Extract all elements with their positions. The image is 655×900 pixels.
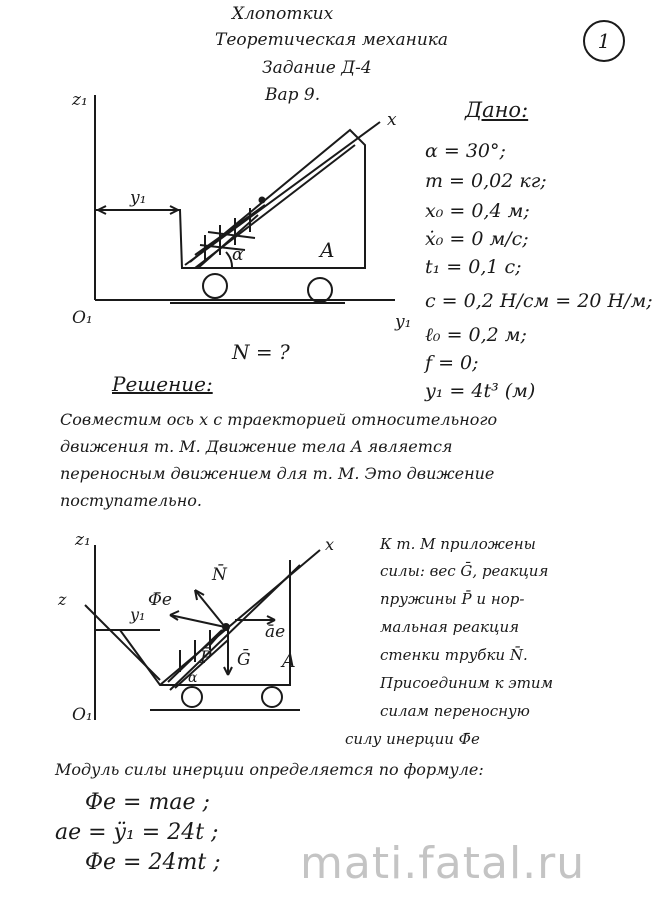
fig2-Phi-label: Φ̄e <box>148 590 172 610</box>
fig2-point-M <box>223 624 229 630</box>
given-line: x₀ = 0,4 м; <box>425 200 530 222</box>
side-line: К т. M приложены <box>380 535 536 553</box>
formula: Φe = mae ; <box>85 790 210 815</box>
fig1-z-label: z₁ <box>72 90 88 110</box>
given-line: α = 30°; <box>425 140 506 162</box>
fig1-body-A: A <box>320 238 335 262</box>
given-line: f = 0; <box>425 352 479 374</box>
fig1-origin: O₁ <box>72 308 93 328</box>
fig1-x-axis <box>185 122 380 265</box>
fig2-x-label: x <box>325 535 335 554</box>
given-line: ℓ₀ = 0,2 м; <box>425 324 527 346</box>
fig1-angle: α <box>232 245 244 265</box>
side-line: пружины P̄ и нор- <box>380 590 525 608</box>
fig2-wheel-right <box>262 687 282 707</box>
solution-line: движения т. M. Движение тела A является <box>60 437 453 456</box>
fig2-N-label: N̄ <box>212 565 227 585</box>
fig2-left-label: z <box>58 590 67 609</box>
given-line: y₁ = 4t³ (м) <box>425 380 536 402</box>
fig1-dist-label: y₁ <box>130 188 147 208</box>
fig2-left-wall <box>85 605 160 680</box>
given-line: t₁ = 0,1 с; <box>425 256 522 278</box>
fig2-body-outline <box>95 560 290 685</box>
author: Хлопотких <box>232 4 334 24</box>
bottom-line: Модуль силы инерции определяется по формуле: <box>55 760 484 779</box>
side-line: стенки трубки N̄. <box>380 646 528 664</box>
watermark: mati.fatal.ru <box>300 838 586 889</box>
fig2-P-arrow <box>210 628 225 645</box>
fig1-y-label: y₁ <box>395 312 412 332</box>
fig1-point-M <box>260 198 265 203</box>
given-line: m = 0,02 кг; <box>425 170 547 192</box>
fig2-body-A: A <box>282 650 296 672</box>
side-line: силу инерции Φ̄e <box>345 730 480 748</box>
fig2-origin: O₁ <box>72 705 93 725</box>
fig2-a-label: āe <box>265 622 286 642</box>
solution-line: поступательно. <box>60 491 202 510</box>
solution-title: Решение: <box>112 372 213 396</box>
solution-line: переносным движением для т. M. Это движение <box>60 464 495 483</box>
given-line: ẋ₀ = 0 м/с; <box>425 228 529 250</box>
fig1-x-label: x <box>387 110 397 130</box>
fig2-angle: α <box>188 670 198 686</box>
given-title: Дано: <box>465 98 529 122</box>
fig2-z-label: z₁ <box>75 530 91 550</box>
fig1-wheel-right <box>308 278 332 302</box>
side-line: мальная реакция <box>380 618 520 636</box>
solution-line: Совместим ось x с траекторией относительного <box>60 410 498 429</box>
formula: ae = ÿ₁ = 24t ; <box>55 820 219 845</box>
fig2-G-label: Ḡ <box>237 650 251 670</box>
page-number: 1 <box>583 20 625 62</box>
fig2-dist-label: y₁ <box>130 605 146 624</box>
side-line: Присоединим к этим <box>380 674 554 692</box>
side-line: силам переносную <box>380 702 530 720</box>
fig1-wheel-left <box>203 274 227 298</box>
fig2-wheel-left <box>182 687 202 707</box>
given-line: c = 0,2 Н/см = 20 Н/м; <box>425 290 653 312</box>
fig2-spring <box>168 630 228 688</box>
fig2-P-label: P̄ <box>200 648 212 668</box>
variant: Вар 9. <box>265 85 321 105</box>
side-line: силы: вес Ḡ, реакция <box>380 562 549 580</box>
task-title: Задание Д-4 <box>262 58 372 78</box>
formula: Φe = 24mt ; <box>85 850 221 875</box>
subject: Теоретическая механика <box>215 30 449 50</box>
find-N: N = ? <box>232 340 290 364</box>
